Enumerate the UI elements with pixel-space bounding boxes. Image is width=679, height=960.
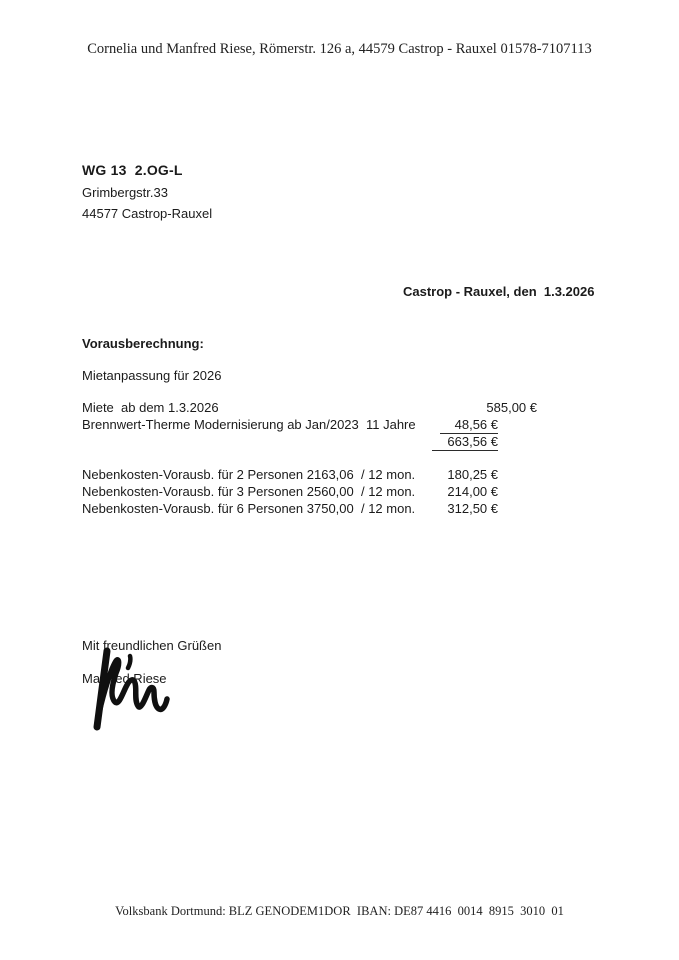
utilities-2p-label: Nebenkosten-Vorausb. für 2 Personen 2163,06 / 12 mon. [82,467,416,482]
recipient-block [82,160,212,225]
subject-line: Vorausberechnung: [82,336,204,351]
handwritten-signature-icon [80,645,175,735]
rent-amount: 585,00 € [486,400,537,415]
bank-footer-line: Volksbank Dortmund: BLZ GENODEM1DOR IBAN: DE87 4416 0014 8915 3010 01 [115,904,564,918]
recipient-unit-line: WG 13 2.OG-L [82,162,183,178]
rent-label: Miete ab dem 1.3.2026 [82,400,219,415]
recipient-city-line: 44577 Castrop-Rauxel [82,206,213,221]
sender-header-line: Cornelia und Manfred Riese, Römerstr. 126 a, 44579 Castrop - Rauxel 01578-7107113 [87,41,592,57]
intro-line: Mietanpassung für 2026 [82,368,222,383]
signer-name: Manfred Riese [82,671,167,686]
charge-row-total [0,434,679,451]
charge-row-utilities-3p [0,484,679,501]
utilities-3p-amount: 214,00 € [447,484,498,499]
utilities-2p-amount: 180,25 € [447,467,498,482]
date-line: Castrop - Rauxel, den 1.3.2026 [403,284,595,299]
utilities-6p-label: Nebenkosten-Vorausb. für 6 Personen 3750,00 / 12 mon. [82,501,416,516]
total-rent-amount: 663,56 € [432,434,498,451]
modernization-amount: 48,56 € [440,417,498,434]
charge-row-utilities-6p [0,501,679,518]
charge-row-modernization [0,417,679,434]
charge-row-rent [0,400,679,417]
utilities-6p-amount: 312,50 € [447,501,498,516]
charge-row-utilities-2p [0,467,679,484]
closing-salutation: Mit freundlichen Grüßen [82,638,222,653]
recipient-street-line: Grimbergstr.33 [82,184,168,200]
utilities-3p-label: Nebenkosten-Vorausb. für 3 Personen 2560,00 / 12 mon. [82,484,416,499]
modernization-label: Brennwert-Therme Modernisierung ab Jan/2023 11 Jahre [82,417,416,432]
